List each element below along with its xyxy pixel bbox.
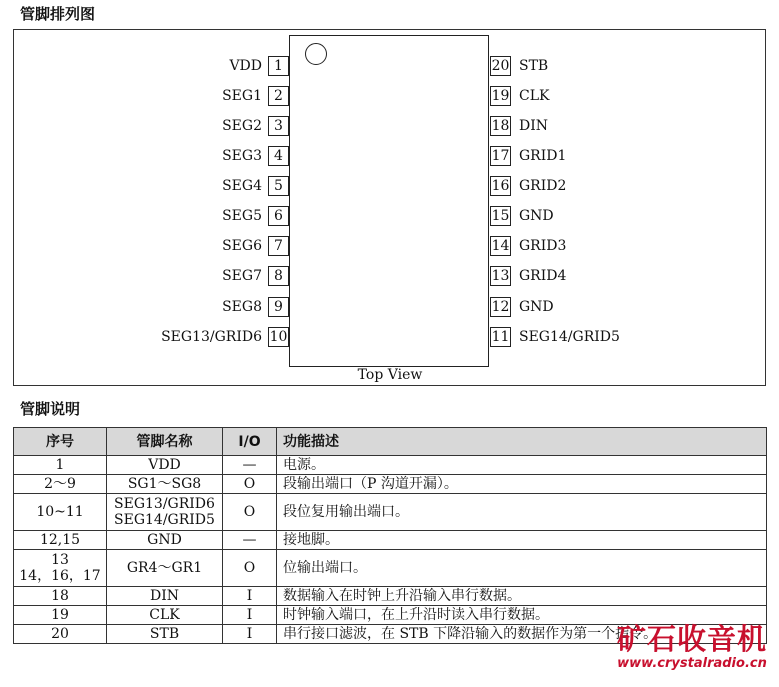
pin-number-box: 6 bbox=[268, 206, 289, 226]
cell-function: 位输出端口。 bbox=[277, 550, 767, 587]
cell-pin-name: DIN bbox=[107, 587, 223, 606]
pin-number-box: 19 bbox=[491, 88, 510, 104]
pin-number-box: 20 bbox=[491, 58, 510, 74]
pin-label: SEG2 bbox=[222, 118, 262, 134]
cell-io: I bbox=[223, 587, 277, 606]
cell-pin-name: STB bbox=[107, 625, 223, 644]
pin-label: SEG3 bbox=[222, 148, 262, 164]
pin-number-box: 16 bbox=[491, 178, 510, 194]
table-row bbox=[14, 475, 767, 494]
cell-pin-name: CLK bbox=[107, 606, 223, 625]
pin-number-box: 8 bbox=[268, 266, 289, 286]
header-no: 序号 bbox=[14, 428, 107, 456]
table-row bbox=[14, 456, 767, 475]
pin-number-box: 15 bbox=[491, 208, 510, 224]
header-pin-name: 管脚名称 bbox=[107, 428, 223, 456]
cell-function: 数据输入在时钟上升沿输入串行数据。 bbox=[277, 587, 767, 606]
cell-function: 电源。 bbox=[277, 456, 767, 475]
pin-number-box: 18 bbox=[491, 118, 510, 134]
table-row bbox=[14, 531, 767, 550]
cell-io: O bbox=[223, 550, 277, 587]
pin1-marker bbox=[305, 43, 327, 65]
pin-label: VDD bbox=[229, 58, 262, 74]
table-row bbox=[14, 606, 767, 625]
pinout-title: 管脚排列图 bbox=[20, 5, 96, 23]
pin-number-box: 17 bbox=[491, 148, 510, 164]
pin-label: DIN bbox=[519, 118, 549, 134]
pin-label: CLK bbox=[519, 88, 550, 104]
cell-function: 段输出端口（P 沟道开漏）。 bbox=[277, 475, 767, 494]
pin-number-box: 4 bbox=[268, 146, 289, 166]
cell-no: 10~11 bbox=[14, 494, 107, 531]
pin-label: SEG8 bbox=[222, 299, 262, 315]
pin-label: SEG4 bbox=[222, 178, 262, 194]
cell-no: 2～9 bbox=[14, 475, 107, 494]
watermark-url: www.crystalradio.cn bbox=[617, 656, 767, 671]
cell-pin-name: SEG13/GRID6 SEG14/GRID5 bbox=[107, 494, 223, 531]
pin-number-box: 10 bbox=[269, 329, 288, 345]
cell-no: 13 14，16，17 bbox=[14, 550, 107, 587]
cell-function: 串行接口滤波，在 STB 下降沿输入的数据作为第一个指令。 bbox=[277, 625, 767, 644]
cell-no: 19 bbox=[14, 606, 107, 625]
cell-no: 18 bbox=[14, 587, 107, 606]
pin-label: GRID2 bbox=[519, 178, 567, 194]
pin-label: SEG1 bbox=[222, 88, 262, 104]
cell-no: 1 bbox=[14, 456, 107, 475]
cell-function: 接地脚。 bbox=[277, 531, 767, 550]
pin-number-box: 3 bbox=[268, 116, 289, 136]
pin-description-table bbox=[13, 427, 767, 644]
description-title: 管脚说明 bbox=[20, 400, 81, 418]
pin-label: GRID4 bbox=[519, 268, 567, 284]
table-row bbox=[14, 587, 767, 606]
cell-pin-name: SG1～SG8 bbox=[107, 475, 223, 494]
cell-function: 段位复用输出端口。 bbox=[277, 494, 767, 531]
table-row bbox=[14, 494, 767, 531]
pin-label: STB bbox=[519, 58, 549, 74]
pin-label: SEG14/GRID5 bbox=[519, 329, 620, 345]
pin-number-box: 5 bbox=[268, 176, 289, 196]
table-row bbox=[14, 550, 767, 587]
pin-number-box: 2 bbox=[268, 86, 289, 106]
cell-io: I bbox=[223, 625, 277, 644]
chip-body bbox=[289, 35, 489, 367]
cell-io: — bbox=[223, 531, 277, 550]
pin-label: SEG5 bbox=[222, 208, 262, 224]
table-row bbox=[14, 625, 767, 644]
table-header-row bbox=[14, 428, 767, 456]
header-function: 功能描述 bbox=[277, 428, 767, 456]
pin-label: GND bbox=[519, 208, 554, 224]
pin-label: GRID1 bbox=[519, 148, 567, 164]
top-view-label: Top View bbox=[357, 367, 423, 383]
pin-label: GND bbox=[519, 299, 554, 315]
watermark-text: 矿石收音机 bbox=[616, 622, 767, 656]
pin-label: SEG6 bbox=[222, 238, 262, 254]
pin-number-box: 7 bbox=[268, 236, 289, 256]
pin-number-box: 11 bbox=[491, 329, 510, 345]
pin-number-box: 13 bbox=[491, 268, 510, 284]
cell-pin-name: VDD bbox=[107, 456, 223, 475]
cell-io: O bbox=[223, 494, 277, 531]
cell-function: 时钟输入端口，在上升沿时读入串行数据。 bbox=[277, 606, 767, 625]
pin-number-box: 14 bbox=[491, 238, 510, 254]
cell-pin-name: GR4～GR1 bbox=[107, 550, 223, 587]
cell-pin-name: GND bbox=[107, 531, 223, 550]
header-io: I/O bbox=[223, 428, 277, 456]
cell-io: O bbox=[223, 475, 277, 494]
pin-label: SEG13/GRID6 bbox=[161, 329, 262, 345]
cell-io: — bbox=[223, 456, 277, 475]
cell-no: 20 bbox=[14, 625, 107, 644]
cell-no: 12,15 bbox=[14, 531, 107, 550]
cell-io: I bbox=[223, 606, 277, 625]
pin-number-box: 12 bbox=[491, 299, 510, 315]
pin-label: SEG7 bbox=[222, 268, 262, 284]
pin-label: GRID3 bbox=[519, 238, 567, 254]
pin-number-box: 9 bbox=[268, 297, 289, 317]
pin-number-box: 1 bbox=[268, 56, 289, 76]
